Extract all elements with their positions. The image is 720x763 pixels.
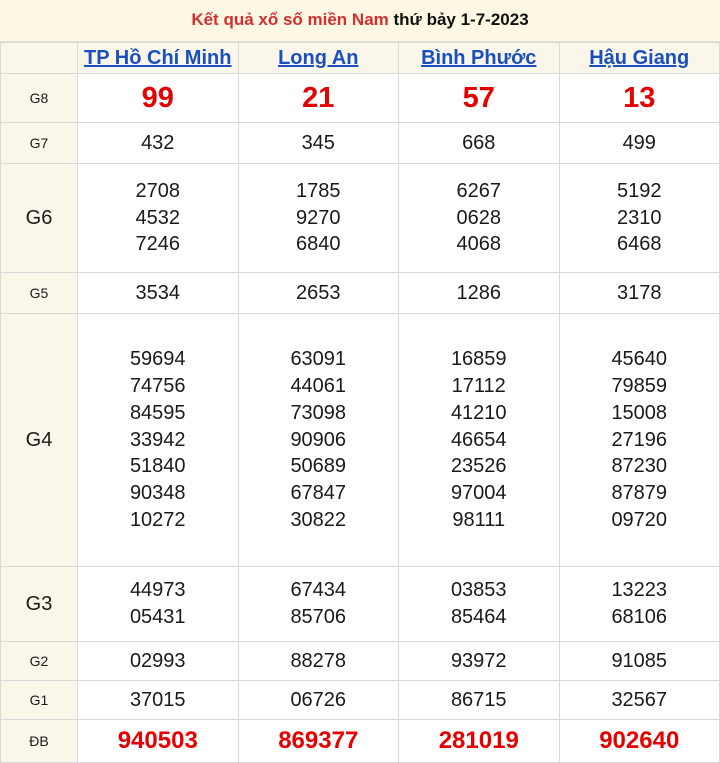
page-title-main: Kết quả xổ số miền Nam [191,10,389,29]
prize-label-g1: G1 [1,681,78,720]
prize-cell-g2-2 [399,642,560,681]
prize-value: 432 [141,131,175,154]
prize-value: 67847 [290,482,347,505]
prize-value: 13223 [611,579,668,602]
prize-value: 3534 [135,281,180,304]
column-header-2[interactable] [399,43,560,74]
prize-cell-g8-0 [78,74,239,123]
prize-cell-g6-2 [399,164,560,273]
prize-cell-g3-0 [78,567,239,642]
prize-value: 902640 [599,726,680,754]
prize-cell-g2-3 [559,642,720,681]
prize-value: 2653 [296,281,341,304]
table-row [1,681,720,720]
table-row [1,164,720,273]
prize-value: 59694 [129,348,186,371]
prize-cell-g2-1 [238,642,399,681]
prize-label-db: ĐB [1,720,78,763]
prize-value: 21 [302,81,335,114]
prize-value: 86715 [450,688,507,711]
prize-value: 85706 [290,606,347,628]
prize-value: 9270 [296,206,341,229]
prize-value: 6468 [617,233,662,256]
province-link-3[interactable]: Hậu Giang [589,46,690,69]
prize-value: 99 [141,81,174,114]
prize-value: 32567 [611,688,668,711]
prize-value: 63091 [290,348,347,371]
prize-cell-g6-0 [78,164,239,273]
prize-label-g2: G2 [1,642,78,681]
prize-cell-db-0 [78,720,239,763]
prize-cell-g5-2 [399,273,560,314]
column-header-3[interactable] [559,43,720,74]
prize-value: 88278 [290,649,347,672]
table-header-row [1,43,720,74]
prize-cell-g3-1 [238,567,399,642]
prize-value: 98111 [452,508,506,531]
table-row [1,720,720,763]
prize-value: 45640 [611,348,668,371]
prize-value: 51840 [129,455,186,478]
prize-cell-g7-3 [559,123,720,164]
prize-cell-g1-2 [399,681,560,720]
table-row [1,74,720,123]
prize-cell-g1-0 [78,681,239,720]
prize-value: 84595 [129,401,186,424]
prize-value: 2310 [617,206,662,229]
prize-value: 93972 [450,649,507,672]
prize-value: 73098 [290,401,347,424]
prize-value: 37015 [129,688,186,711]
prize-value: 85464 [450,606,507,628]
prize-value: 33942 [129,428,186,451]
prize-value: 67434 [290,579,347,602]
prize-value: 74756 [129,375,186,397]
prize-label-g7: G7 [1,123,78,164]
table-row [1,567,720,642]
province-link-0[interactable]: TP Hồ Chí Minh [84,46,232,69]
prize-value: 13 [623,81,656,114]
prize-cell-g2-0 [78,642,239,681]
prize-cell-g1-1 [238,681,399,720]
prize-value: 23526 [450,455,507,478]
prize-value: 50689 [290,455,347,478]
prize-value: 4068 [456,233,501,256]
prize-cell-g7-2 [399,123,560,164]
province-link-2[interactable]: Bình Phước [421,46,537,69]
prize-label-g4: G4 [1,314,78,567]
prize-cell-g7-0 [78,123,239,164]
prize-value: 05431 [129,606,186,628]
prize-label-g6: G6 [1,164,78,273]
prize-value: 03853 [450,579,507,602]
prize-cell-g4-1 [238,314,399,567]
prize-value: 91085 [611,649,668,672]
prize-value: 4532 [135,206,180,229]
page-title [0,0,720,42]
prize-value: 6267 [456,179,501,202]
prize-label-g5: G5 [1,273,78,314]
prize-cell-g1-3 [559,681,720,720]
prize-cell-db-3 [559,720,720,763]
prize-value: 90906 [290,428,347,451]
prize-value: 68106 [611,606,668,628]
prize-cell-g5-0 [78,273,239,314]
prize-value: 940503 [117,726,198,754]
prize-value: 5192 [617,179,662,202]
prize-value: 02993 [129,649,186,672]
table-row [1,642,720,681]
prize-value: 57 [462,81,495,114]
prize-value: 87230 [611,455,668,478]
prize-value: 345 [301,131,335,154]
prize-cell-g8-3 [559,74,720,123]
prize-value: 1286 [456,281,501,304]
prize-value: 3178 [617,281,662,304]
prize-cell-g8-2 [399,74,560,123]
prize-cell-g5-1 [238,273,399,314]
prize-value: 6840 [296,233,341,256]
column-header-0[interactable] [78,43,239,74]
prize-cell-g3-2 [399,567,560,642]
prize-value: 09720 [611,508,668,531]
prize-label-g8: G8 [1,74,78,123]
prize-value: 27196 [611,428,668,451]
prize-cell-g4-0 [78,314,239,567]
header-corner-cell [1,43,78,74]
results-table-body [1,43,720,763]
prize-value: 44973 [129,579,186,602]
table-row [1,314,720,567]
prize-label-g3: G3 [1,567,78,642]
prize-cell-db-2 [399,720,560,763]
table-row [1,273,720,314]
prize-value: 90348 [129,482,186,505]
prize-value: 44061 [290,375,347,397]
prize-value: 17112 [451,375,506,397]
prize-value: 869377 [278,726,359,754]
prize-value: 2708 [135,179,180,202]
prize-value: 87879 [611,482,668,505]
prize-cell-g6-3 [559,164,720,273]
prize-value: 668 [462,131,496,154]
province-link-1[interactable]: Long An [278,46,359,69]
prize-value: 79859 [611,375,668,397]
table-row [1,123,720,164]
prize-value: 7246 [135,233,180,256]
prize-value: 499 [622,131,656,154]
prize-cell-g4-2 [399,314,560,567]
prize-value: 41210 [450,401,507,424]
prize-value: 1785 [296,179,341,202]
prize-cell-g8-1 [238,74,399,123]
prize-value: 16859 [450,348,507,371]
prize-value: 15008 [611,401,668,424]
prize-value: 10272 [129,508,186,531]
prize-cell-g4-3 [559,314,720,567]
prize-value: 30822 [290,508,347,531]
prize-value: 0628 [456,206,501,229]
column-header-1[interactable] [238,43,399,74]
prize-value: 06726 [290,688,347,711]
prize-cell-g3-3 [559,567,720,642]
prize-cell-g5-3 [559,273,720,314]
page-title-date: thứ bảy 1-7-2023 [393,10,529,29]
prize-cell-g7-1 [238,123,399,164]
results-table [0,42,720,763]
prize-cell-g6-1 [238,164,399,273]
prize-cell-db-1 [238,720,399,763]
prize-value: 281019 [438,726,519,754]
prize-value: 46654 [450,428,507,451]
prize-value: 97004 [450,482,507,505]
